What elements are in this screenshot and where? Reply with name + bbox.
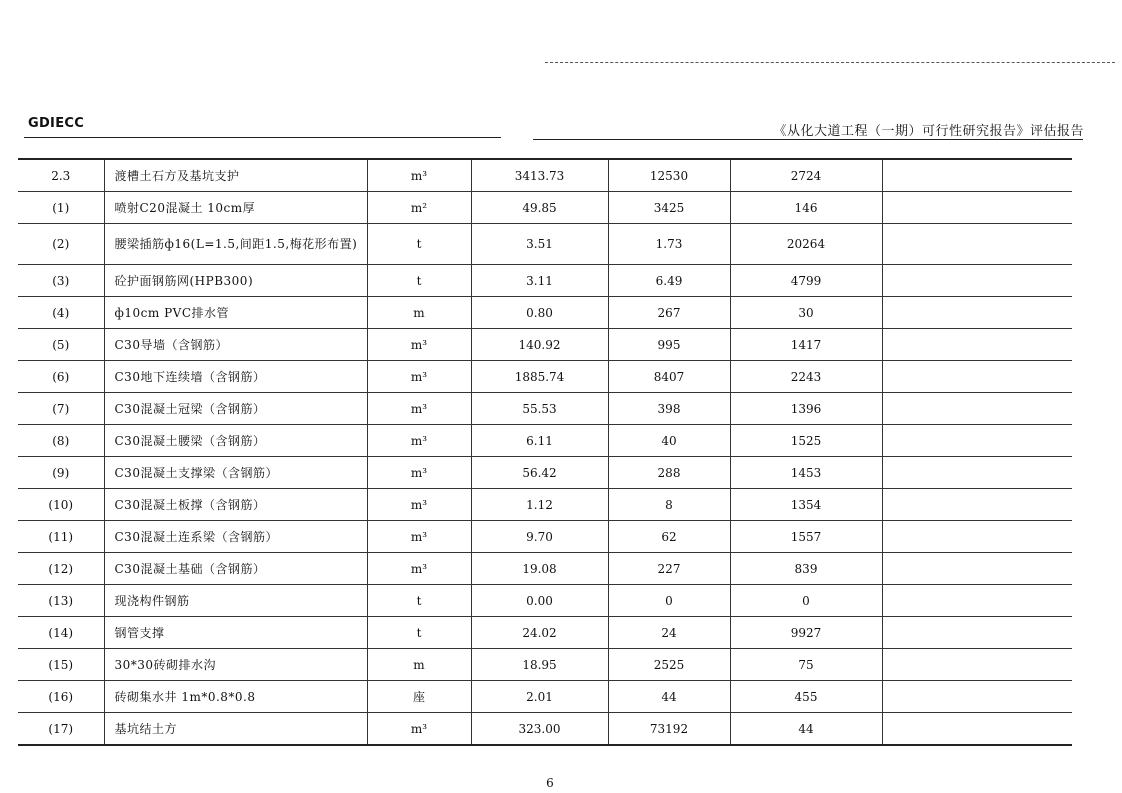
cell-amount: 1453 — [730, 457, 882, 489]
cell-unit-price: 0 — [608, 585, 730, 617]
cell-item-name: 现浇构件钢筋 — [104, 585, 367, 617]
cell-quantity: 9.70 — [471, 521, 608, 553]
table-row — [18, 425, 1072, 457]
cell-unit: t — [367, 617, 471, 649]
cell-note — [882, 265, 1072, 297]
cell-amount: 2724 — [730, 159, 882, 192]
cell-amount: 44 — [730, 713, 882, 746]
table-row — [18, 265, 1072, 297]
cell-item-name: ф10cm PVC排水管 — [104, 297, 367, 329]
cell-item-name: C30混凝土板撑（含钢筋） — [104, 489, 367, 521]
cell-unit-price: 3425 — [608, 192, 730, 224]
cell-item-name: C30地下连续墙（含钢筋） — [104, 361, 367, 393]
cell-unit: m³ — [367, 553, 471, 585]
cell-row-number: (17) — [18, 713, 104, 746]
table-row — [18, 159, 1072, 192]
cell-row-number: 2.3 — [18, 159, 104, 192]
header-org: GDIECC — [28, 116, 85, 131]
cell-row-number: (14) — [18, 617, 104, 649]
table-row — [18, 681, 1072, 713]
cell-note — [882, 425, 1072, 457]
cell-row-number: (6) — [18, 361, 104, 393]
cell-row-number: (3) — [18, 265, 104, 297]
cell-unit: m³ — [367, 393, 471, 425]
cell-unit-price: 227 — [608, 553, 730, 585]
cell-unit: m² — [367, 192, 471, 224]
cell-note — [882, 585, 1072, 617]
cell-unit: m³ — [367, 713, 471, 746]
cell-item-name: 基坑结土方 — [104, 713, 367, 746]
table-row — [18, 521, 1072, 553]
cell-amount: 1354 — [730, 489, 882, 521]
cell-note — [882, 329, 1072, 361]
cell-unit-price: 398 — [608, 393, 730, 425]
cell-quantity: 323.00 — [471, 713, 608, 746]
table-row — [18, 617, 1072, 649]
header-rule-left — [24, 137, 501, 138]
cell-unit-price: 2525 — [608, 649, 730, 681]
cell-unit: m³ — [367, 329, 471, 361]
cell-note — [882, 224, 1072, 265]
cell-note — [882, 521, 1072, 553]
table-row — [18, 224, 1072, 265]
cell-note — [882, 553, 1072, 585]
cell-unit: m³ — [367, 457, 471, 489]
cell-unit: m — [367, 649, 471, 681]
cell-item-name: C30混凝土基础（含钢筋） — [104, 553, 367, 585]
cell-quantity: 6.11 — [471, 425, 608, 457]
cell-unit: t — [367, 585, 471, 617]
table-row — [18, 329, 1072, 361]
table-row — [18, 713, 1072, 746]
cell-item-name: 渡槽土石方及基坑支护 — [104, 159, 367, 192]
cell-unit-price: 1.73 — [608, 224, 730, 265]
cell-quantity: 140.92 — [471, 329, 608, 361]
cell-row-number: (5) — [18, 329, 104, 361]
table-row — [18, 489, 1072, 521]
table-body — [18, 159, 1072, 745]
cell-quantity: 56.42 — [471, 457, 608, 489]
cell-amount: 1525 — [730, 425, 882, 457]
table-row — [18, 649, 1072, 681]
cell-note — [882, 297, 1072, 329]
table-row — [18, 192, 1072, 224]
cell-unit: m³ — [367, 159, 471, 192]
cell-item-name: 砖砌集水井 1m*0.8*0.8 — [104, 681, 367, 713]
cell-quantity: 1885.74 — [471, 361, 608, 393]
cell-unit-price: 288 — [608, 457, 730, 489]
cell-unit: m³ — [367, 425, 471, 457]
cell-amount: 1417 — [730, 329, 882, 361]
header-report-title: 《从化大道工程（一期）可行性研究报告》评估报告 — [773, 124, 1084, 139]
cell-row-number: (8) — [18, 425, 104, 457]
cell-note — [882, 649, 1072, 681]
cell-note — [882, 489, 1072, 521]
cell-quantity: 3413.73 — [471, 159, 608, 192]
cell-quantity: 3.51 — [471, 224, 608, 265]
cell-row-number: (15) — [18, 649, 104, 681]
cell-item-name: 腰梁插筋ф16(L=1.5,间距1.5,梅花形布置) — [104, 224, 367, 265]
table-row — [18, 297, 1072, 329]
cell-quantity: 49.85 — [471, 192, 608, 224]
table-row — [18, 553, 1072, 585]
cell-unit: m³ — [367, 361, 471, 393]
cell-item-name: C30导墙（含钢筋） — [104, 329, 367, 361]
cell-unit: m³ — [367, 489, 471, 521]
cell-amount: 839 — [730, 553, 882, 585]
cell-row-number: (16) — [18, 681, 104, 713]
cell-unit-price: 44 — [608, 681, 730, 713]
cell-amount: 2243 — [730, 361, 882, 393]
table-row — [18, 361, 1072, 393]
cell-item-name: C30混凝土连系梁（含钢筋） — [104, 521, 367, 553]
cell-unit-price: 267 — [608, 297, 730, 329]
cell-note — [882, 681, 1072, 713]
cell-unit: 座 — [367, 681, 471, 713]
cell-quantity: 24.02 — [471, 617, 608, 649]
cell-note — [882, 713, 1072, 746]
cell-item-name: C30混凝土腰梁（含钢筋） — [104, 425, 367, 457]
header-rule-right — [533, 139, 1083, 140]
page-number: 6 — [546, 776, 554, 790]
cell-quantity: 0.80 — [471, 297, 608, 329]
table-row — [18, 457, 1072, 489]
cell-item-name: 30*30砖砌排水沟 — [104, 649, 367, 681]
cell-amount: 20264 — [730, 224, 882, 265]
cell-amount: 0 — [730, 585, 882, 617]
cell-quantity: 2.01 — [471, 681, 608, 713]
cell-quantity: 18.95 — [471, 649, 608, 681]
top-dashed-rule — [545, 62, 1115, 63]
cell-note — [882, 393, 1072, 425]
cell-unit-price: 12530 — [608, 159, 730, 192]
cell-row-number: (10) — [18, 489, 104, 521]
cell-amount: 30 — [730, 297, 882, 329]
cell-row-number: (11) — [18, 521, 104, 553]
cell-unit: t — [367, 224, 471, 265]
cell-unit-price: 6.49 — [608, 265, 730, 297]
cell-quantity: 19.08 — [471, 553, 608, 585]
cell-note — [882, 159, 1072, 192]
bill-of-quantities-table — [18, 158, 1072, 746]
cell-item-name: C30混凝土支撑梁（含钢筋） — [104, 457, 367, 489]
cell-unit-price: 62 — [608, 521, 730, 553]
cell-amount: 75 — [730, 649, 882, 681]
cell-unit: t — [367, 265, 471, 297]
cell-item-name: 喷射C20混凝土 10cm厚 — [104, 192, 367, 224]
cell-amount: 4799 — [730, 265, 882, 297]
cell-quantity: 55.53 — [471, 393, 608, 425]
cell-quantity: 3.11 — [471, 265, 608, 297]
cell-row-number: (12) — [18, 553, 104, 585]
cell-amount: 146 — [730, 192, 882, 224]
cell-row-number: (1) — [18, 192, 104, 224]
cell-unit-price: 8407 — [608, 361, 730, 393]
cell-unit: m³ — [367, 521, 471, 553]
cell-unit: m — [367, 297, 471, 329]
cell-row-number: (9) — [18, 457, 104, 489]
cell-unit-price: 24 — [608, 617, 730, 649]
table-row — [18, 393, 1072, 425]
cell-amount: 455 — [730, 681, 882, 713]
cell-amount: 1396 — [730, 393, 882, 425]
cell-note — [882, 457, 1072, 489]
cell-item-name: C30混凝土冠梁（含钢筋） — [104, 393, 367, 425]
cell-item-name: 砼护面钢筋网(HPB300) — [104, 265, 367, 297]
cell-amount: 1557 — [730, 521, 882, 553]
cell-unit-price: 995 — [608, 329, 730, 361]
cell-quantity: 0.00 — [471, 585, 608, 617]
table-row — [18, 585, 1072, 617]
cell-row-number: (7) — [18, 393, 104, 425]
cell-amount: 9927 — [730, 617, 882, 649]
cell-row-number: (4) — [18, 297, 104, 329]
cell-unit-price: 40 — [608, 425, 730, 457]
cell-note — [882, 192, 1072, 224]
cell-quantity: 1.12 — [471, 489, 608, 521]
cell-note — [882, 617, 1072, 649]
cell-item-name: 钢管支撑 — [104, 617, 367, 649]
cell-unit-price: 73192 — [608, 713, 730, 746]
cell-row-number: (13) — [18, 585, 104, 617]
cell-unit-price: 8 — [608, 489, 730, 521]
cell-note — [882, 361, 1072, 393]
cell-row-number: (2) — [18, 224, 104, 265]
